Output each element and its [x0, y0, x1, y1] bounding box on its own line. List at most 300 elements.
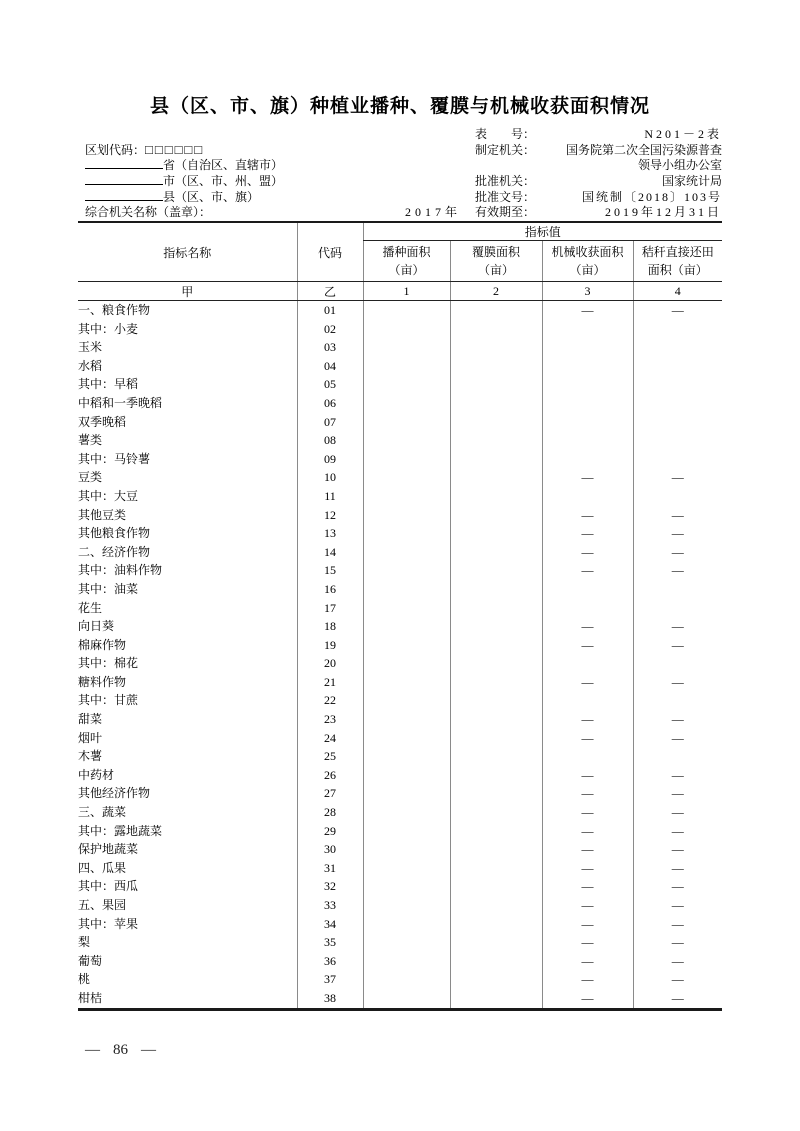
cell-film-area	[450, 394, 542, 413]
cell-straw-return: —	[633, 543, 722, 562]
table-body	[78, 301, 722, 1010]
cell-film-area	[450, 617, 542, 636]
cell-mechanical-harvest: —	[542, 915, 633, 934]
cell-straw-return: —	[633, 673, 722, 692]
indicator-name: 三、蔬菜	[78, 805, 127, 820]
issuing-agency-value-2: 领导小组办公室	[637, 158, 722, 173]
cell-film-area	[450, 338, 542, 357]
col-header-code: 代码	[297, 222, 363, 282]
indicator-code: 30	[297, 840, 363, 859]
cell-film-area	[450, 357, 542, 376]
table-row	[78, 394, 722, 413]
meta-row-5	[85, 190, 722, 206]
cell-sowing-area	[363, 561, 450, 580]
table-row	[78, 468, 722, 487]
table-row	[78, 859, 722, 878]
indicator-name: 双季晚稻	[78, 414, 127, 429]
county-line	[85, 189, 475, 206]
table-row	[78, 747, 722, 766]
table-row	[78, 896, 722, 915]
cell-film-area	[450, 691, 542, 710]
cell-straw-return: —	[633, 468, 722, 487]
footer-dash-left: —	[85, 1042, 100, 1058]
cell-mechanical-harvest: —	[542, 896, 633, 915]
indicator-name: 其中：棉花	[78, 656, 139, 671]
cell-film-area	[450, 524, 542, 543]
cell-sowing-area	[363, 450, 450, 469]
table-row	[78, 933, 722, 952]
cell-sowing-area	[363, 766, 450, 785]
table-row	[78, 840, 722, 859]
form-number-value: N201－2表	[644, 126, 722, 141]
cell-mechanical-harvest	[542, 747, 633, 766]
cell-film-area	[450, 580, 542, 599]
indicator-code: 37	[297, 970, 363, 989]
indicator-name: 其中：大豆	[78, 488, 139, 503]
table-row	[78, 524, 722, 543]
cell-sowing-area	[363, 338, 450, 357]
cell-sowing-area	[363, 487, 450, 506]
indicator-code: 18	[297, 617, 363, 636]
header-line-1: 播种面积	[382, 245, 431, 259]
indicator-code: 13	[297, 524, 363, 543]
indicator-name: 棉麻作物	[78, 637, 127, 652]
valid-until-label: 有效期至：	[475, 205, 536, 220]
code-cell-4: 4	[633, 282, 722, 301]
indicator-name: 四、瓜果	[78, 860, 127, 875]
indicator-code: 19	[297, 636, 363, 655]
cell-mechanical-harvest: —	[542, 524, 633, 543]
cell-film-area	[450, 989, 542, 1009]
city-blank-field[interactable]	[85, 173, 163, 185]
table-row	[78, 413, 722, 432]
cell-mechanical-harvest: —	[542, 933, 633, 952]
indicator-code: 36	[297, 952, 363, 971]
cell-film-area	[450, 877, 542, 896]
table-row	[78, 580, 722, 599]
indicator-name: 桃	[78, 972, 91, 987]
indicator-code: 16	[297, 580, 363, 599]
county-suffix: 县（区、市、旗）	[163, 189, 260, 204]
indicator-name: 葡萄	[78, 953, 103, 968]
issuing-agency-label: 制定机关：	[475, 142, 536, 157]
meta-row-1	[85, 127, 722, 143]
table-row	[78, 915, 722, 934]
indicator-code: 29	[297, 822, 363, 841]
indicator-name: 豆类	[78, 470, 103, 485]
cell-film-area	[450, 654, 542, 673]
indicator-name: 其中：甘蔗	[78, 693, 139, 708]
province-suffix: 省（自治区、直辖市）	[163, 158, 284, 173]
indicator-code: 10	[297, 468, 363, 487]
indicator-name: 甜菜	[78, 712, 103, 727]
cell-mechanical-harvest	[542, 599, 633, 618]
cell-mechanical-harvest: —	[542, 766, 633, 785]
cell-straw-return: —	[633, 784, 722, 803]
cell-straw-return	[633, 338, 722, 357]
cell-sowing-area	[363, 394, 450, 413]
cell-mechanical-harvest: —	[542, 561, 633, 580]
cell-straw-return	[633, 487, 722, 506]
cell-film-area	[450, 859, 542, 878]
cell-straw-return: —	[633, 803, 722, 822]
header-line-1: 机械收获面积	[551, 245, 624, 259]
province-line	[85, 157, 475, 174]
cell-straw-return: —	[633, 952, 722, 971]
cell-mechanical-harvest: —	[542, 840, 633, 859]
cell-straw-return: —	[633, 933, 722, 952]
city-suffix: 市（区、市、州、盟）	[163, 174, 284, 189]
cell-sowing-area	[363, 375, 450, 394]
indicator-code: 15	[297, 561, 363, 580]
meta-row-6	[85, 205, 722, 221]
cell-sowing-area	[363, 506, 450, 525]
cell-film-area	[450, 599, 542, 618]
indicator-name: 薯类	[78, 433, 103, 448]
table-row	[78, 710, 722, 729]
cell-straw-return: —	[633, 561, 722, 580]
cell-mechanical-harvest	[542, 691, 633, 710]
indicator-code: 34	[297, 915, 363, 934]
cell-film-area	[450, 840, 542, 859]
col-header-straw-return-area	[633, 241, 722, 282]
cell-straw-return	[633, 320, 722, 339]
cell-film-area	[450, 636, 542, 655]
cell-mechanical-harvest: —	[542, 877, 633, 896]
cell-mechanical-harvest	[542, 394, 633, 413]
cell-mechanical-harvest	[542, 320, 633, 339]
table-row	[78, 822, 722, 841]
indicator-name: 水稻	[78, 358, 103, 373]
cell-film-area	[450, 803, 542, 822]
code-cell-2: 2	[450, 282, 542, 301]
meta-row-3	[85, 158, 722, 174]
code-cell-yi: 乙	[297, 282, 363, 301]
cell-sowing-area	[363, 822, 450, 841]
indicator-code: 32	[297, 877, 363, 896]
org-name-line	[85, 205, 475, 221]
indicator-name: 向日葵	[78, 619, 115, 634]
indicator-name: 二、经济作物	[78, 544, 151, 559]
table-row	[78, 338, 722, 357]
cell-straw-return: —	[633, 524, 722, 543]
cell-sowing-area	[363, 970, 450, 989]
issuing-agency-value: 国务院第二次全国污染源普查	[565, 142, 722, 157]
indicator-name: 其中：小麦	[78, 321, 139, 336]
indicator-name: 一、粮食作物	[78, 303, 151, 317]
cell-sowing-area	[363, 859, 450, 878]
cell-mechanical-harvest: —	[542, 970, 633, 989]
table-row	[78, 766, 722, 785]
code-cell-1: 1	[363, 282, 450, 301]
table-row	[78, 599, 722, 618]
cell-mechanical-harvest	[542, 375, 633, 394]
cell-straw-return	[633, 413, 722, 432]
page-footer	[85, 1042, 156, 1059]
cell-straw-return: —	[633, 970, 722, 989]
indicator-name: 花生	[78, 600, 103, 615]
indicator-name: 其中：露地蔬菜	[78, 823, 163, 838]
indicator-name: 其他经济作物	[78, 786, 151, 801]
cell-mechanical-harvest	[542, 654, 633, 673]
city-line	[85, 173, 475, 190]
cell-straw-return	[633, 599, 722, 618]
cell-straw-return: —	[633, 859, 722, 878]
division-code-label: 区划代码：	[85, 142, 146, 157]
header-line-2: 面积（亩）	[647, 263, 708, 277]
cell-mechanical-harvest: —	[542, 543, 633, 562]
page-title: 县（区、市、旗）种植业播种、覆膜与机械收获面积情况	[149, 96, 650, 117]
cell-sowing-area	[363, 933, 450, 952]
cell-sowing-area	[363, 413, 450, 432]
col-header-sowing-area	[363, 241, 450, 282]
table-row	[78, 877, 722, 896]
cell-film-area	[450, 543, 542, 562]
cell-sowing-area	[363, 803, 450, 822]
cell-film-area	[450, 822, 542, 841]
table-row	[78, 320, 722, 339]
table-row	[78, 654, 722, 673]
table-row	[78, 970, 722, 989]
indicator-name: 柑桔	[78, 990, 103, 1005]
approval-doc-label: 批准文号：	[475, 189, 536, 204]
col-header-film-area	[450, 241, 542, 282]
indicator-code: 02	[297, 320, 363, 339]
cell-straw-return	[633, 747, 722, 766]
indicator-name: 中稻和一季晚稻	[78, 395, 163, 410]
cell-straw-return: —	[633, 301, 722, 320]
header-row-group	[78, 222, 722, 241]
indicator-code: 22	[297, 691, 363, 710]
cell-mechanical-harvest	[542, 450, 633, 469]
cell-mechanical-harvest: —	[542, 729, 633, 748]
cell-film-area	[450, 431, 542, 450]
cell-sowing-area	[363, 357, 450, 376]
division-code-line	[85, 142, 475, 159]
approving-agency-label: 批准机关：	[475, 174, 536, 189]
cell-sowing-area	[363, 524, 450, 543]
indicator-code: 20	[297, 654, 363, 673]
cell-sowing-area	[363, 877, 450, 896]
table-row	[78, 487, 722, 506]
indicator-name: 其中：西瓜	[78, 879, 139, 894]
cell-straw-return	[633, 431, 722, 450]
org-name-label: 综合机关名称（盖章）：	[85, 205, 212, 220]
indicator-code: 35	[297, 933, 363, 952]
indicator-name: 烟叶	[78, 730, 103, 745]
cell-film-area	[450, 413, 542, 432]
cell-sowing-area	[363, 747, 450, 766]
indicator-code: 07	[297, 413, 363, 432]
cell-film-area	[450, 487, 542, 506]
table-row	[78, 952, 722, 971]
cell-film-area	[450, 896, 542, 915]
cell-straw-return: —	[633, 636, 722, 655]
indicator-code: 24	[297, 729, 363, 748]
cell-film-area	[450, 450, 542, 469]
indicator-name: 其中：油料作物	[78, 563, 163, 578]
header-line-2: （亩）	[388, 263, 425, 277]
cell-film-area	[450, 915, 542, 934]
cell-sowing-area	[363, 989, 450, 1009]
indicator-name: 五、果园	[78, 898, 127, 912]
cell-mechanical-harvest	[542, 413, 633, 432]
indicator-name: 其他粮食作物	[78, 526, 151, 541]
cell-film-area	[450, 561, 542, 580]
cell-straw-return: —	[633, 766, 722, 785]
cell-mechanical-harvest	[542, 580, 633, 599]
table-row	[78, 784, 722, 803]
cell-sowing-area	[363, 784, 450, 803]
indicator-name: 其中：早稻	[78, 377, 139, 392]
table-row	[78, 636, 722, 655]
cell-mechanical-harvest: —	[542, 710, 633, 729]
indicator-code: 01	[297, 301, 363, 320]
cell-straw-return: —	[633, 915, 722, 934]
indicator-code: 21	[297, 673, 363, 692]
report-year: 2017年	[404, 205, 461, 220]
indicator-name: 木薯	[78, 749, 103, 764]
cell-straw-return: —	[633, 896, 722, 915]
cell-straw-return	[633, 394, 722, 413]
cell-film-area	[450, 320, 542, 339]
indicator-code: 09	[297, 450, 363, 469]
table-row	[78, 617, 722, 636]
table-row	[78, 450, 722, 469]
header-line-1: 覆膜面积	[471, 245, 520, 259]
col-header-mechanical-harvest-area	[542, 241, 633, 282]
header-line-2: （亩）	[477, 263, 514, 277]
indicator-code: 11	[297, 487, 363, 506]
cell-mechanical-harvest	[542, 338, 633, 357]
cell-film-area	[450, 970, 542, 989]
cell-mechanical-harvest: —	[542, 822, 633, 841]
cell-sowing-area	[363, 543, 450, 562]
cell-straw-return: —	[633, 729, 722, 748]
indicator-code: 26	[297, 766, 363, 785]
cell-film-area	[450, 375, 542, 394]
table-row	[78, 543, 722, 562]
indicator-code: 25	[297, 747, 363, 766]
table-row	[78, 375, 722, 394]
county-blank-field[interactable]	[85, 189, 163, 201]
indicator-code: 04	[297, 357, 363, 376]
indicator-name: 其中：马铃薯	[78, 451, 151, 466]
cell-film-area	[450, 952, 542, 971]
cell-mechanical-harvest: —	[542, 617, 633, 636]
cell-sowing-area	[363, 710, 450, 729]
cell-film-area	[450, 784, 542, 803]
col-header-indicator-name: 指标名称	[78, 222, 297, 282]
cell-sowing-area	[363, 654, 450, 673]
cell-mechanical-harvest: —	[542, 803, 633, 822]
approval-doc-value: 国统制〔2018〕103号	[581, 189, 722, 204]
province-blank-field[interactable]	[85, 157, 163, 169]
header-row-codes	[78, 282, 722, 301]
indicator-name: 玉米	[78, 340, 103, 355]
cell-straw-return	[633, 450, 722, 469]
cell-film-area	[450, 673, 542, 692]
indicator-code: 12	[297, 506, 363, 525]
table-row	[78, 691, 722, 710]
cell-straw-return: —	[633, 617, 722, 636]
cell-film-area	[450, 710, 542, 729]
indicator-name: 其中：苹果	[78, 916, 139, 931]
indicator-code: 05	[297, 375, 363, 394]
indicator-code: 31	[297, 859, 363, 878]
indicator-code: 33	[297, 896, 363, 915]
cell-mechanical-harvest	[542, 431, 633, 450]
table-row	[78, 506, 722, 525]
indicator-name: 糖料作物	[78, 674, 127, 689]
cell-straw-return: —	[633, 822, 722, 841]
cell-straw-return	[633, 580, 722, 599]
code-cell-jia: 甲	[78, 282, 297, 301]
cell-sowing-area	[363, 952, 450, 971]
table-row	[78, 803, 722, 822]
cell-film-area	[450, 933, 542, 952]
table-row	[78, 431, 722, 450]
cell-mechanical-harvest: —	[542, 859, 633, 878]
cell-mechanical-harvest: —	[542, 673, 633, 692]
cell-mechanical-harvest: —	[542, 506, 633, 525]
table-row	[78, 357, 722, 376]
cell-sowing-area	[363, 915, 450, 934]
cell-straw-return	[633, 654, 722, 673]
header-line-1: 秸秆直接还田	[641, 245, 714, 259]
cell-film-area	[450, 747, 542, 766]
cell-straw-return: —	[633, 877, 722, 896]
cell-film-area	[450, 301, 542, 320]
indicator-table	[78, 221, 722, 1011]
cell-mechanical-harvest: —	[542, 636, 633, 655]
code-cell-3: 3	[542, 282, 633, 301]
header-meta	[85, 127, 722, 221]
cell-straw-return: —	[633, 710, 722, 729]
indicator-name: 梨	[78, 935, 91, 950]
indicator-name: 其中：油菜	[78, 581, 139, 596]
indicator-code: 03	[297, 338, 363, 357]
indicator-name: 其他豆类	[78, 507, 127, 522]
meta-row-2	[85, 143, 722, 159]
meta-row-4	[85, 174, 722, 190]
cell-mechanical-harvest: —	[542, 301, 633, 320]
cell-mechanical-harvest: —	[542, 952, 633, 971]
table-row	[78, 561, 722, 580]
cell-film-area	[450, 766, 542, 785]
cell-film-area	[450, 506, 542, 525]
footer-dash-right: —	[141, 1042, 156, 1058]
cell-mechanical-harvest: —	[542, 784, 633, 803]
cell-sowing-area	[363, 896, 450, 915]
table-row	[78, 301, 722, 320]
cell-mechanical-harvest: —	[542, 468, 633, 487]
indicator-code: 17	[297, 599, 363, 618]
indicator-name: 中药材	[78, 767, 115, 782]
cell-mechanical-harvest: —	[542, 989, 633, 1009]
cell-sowing-area	[363, 729, 450, 748]
cell-straw-return	[633, 357, 722, 376]
indicator-code: 14	[297, 543, 363, 562]
cell-sowing-area	[363, 468, 450, 487]
cell-sowing-area	[363, 673, 450, 692]
page-number: 86	[113, 1042, 128, 1058]
table-row	[78, 673, 722, 692]
indicator-code: 27	[297, 784, 363, 803]
table-row	[78, 989, 722, 1009]
cell-sowing-area	[363, 580, 450, 599]
cell-sowing-area	[363, 320, 450, 339]
